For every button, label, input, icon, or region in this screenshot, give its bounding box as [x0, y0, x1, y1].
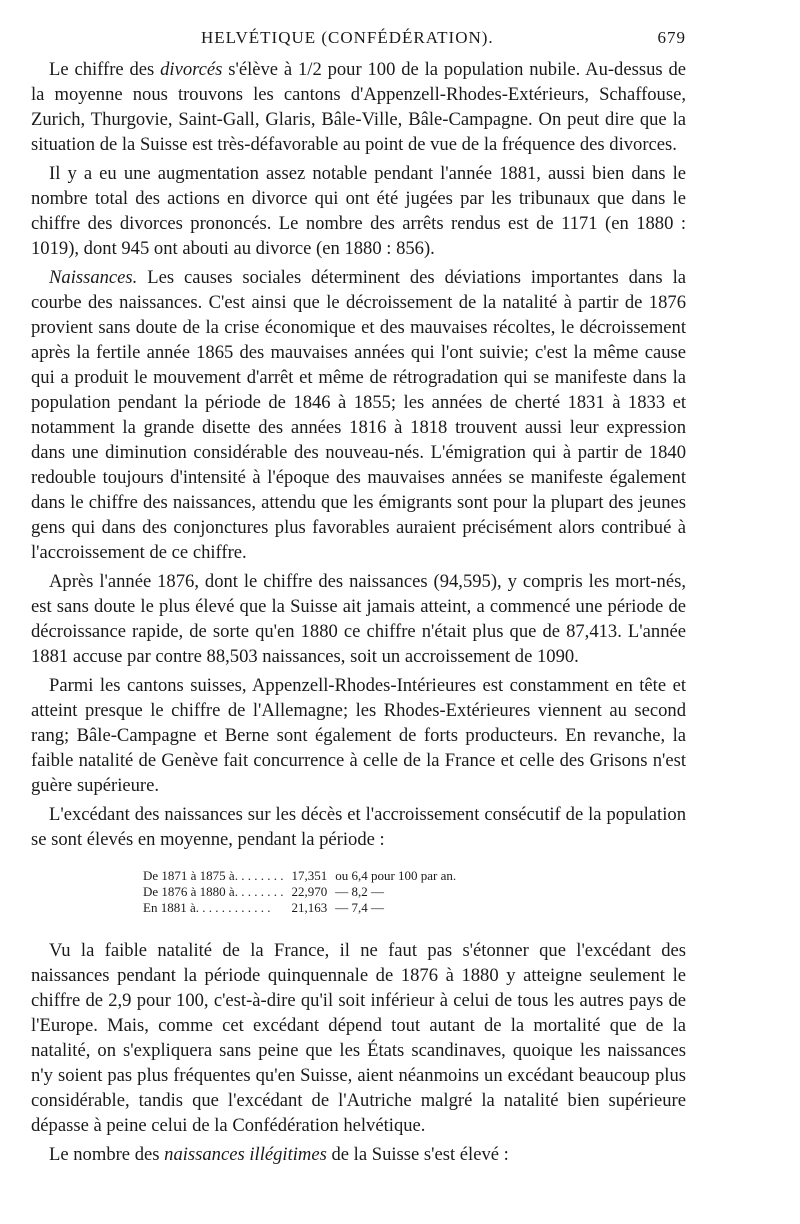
table-rate: — 7,4 — [335, 900, 384, 915]
table-row [139, 884, 460, 900]
paragraph-cantons: Parmi les cantons suisses, Appenzell-Rhodes-Intérieures est constamment en tête et atteint presque le chiffre de l'Allemagne; les Rhodes-Extérieures viennent au second rang; Bâle-Campagne et Berne sont également de forts producteurs. En revanche, la faible natalité de Genève fait concurrence à celle de la France et celle des Grisons n'est guère supérieure. [31, 675, 686, 796]
table-rate: ou 6,4 pour 100 par an. [335, 868, 457, 883]
table-excess: 21,163 [291, 900, 328, 915]
running-header [31, 28, 686, 54]
table-row [139, 900, 460, 916]
term-divorces: divorcés [160, 59, 223, 80]
header-title: HELVÉTIQUE (CONFÉDÉRATION). [201, 28, 494, 47]
table-period: En 1881 à. . . . . . . . . . . . [143, 900, 271, 915]
table-period: De 1871 à 1875 à. . . . . . . . [143, 868, 284, 883]
body-text [31, 57, 686, 1171]
paragraph-after-1876: Après l'année 1876, dont le chiffre des naissances (94,595), y compris les mort-nés, est sans doute le plus élevé que la Suisse ait jamais atteint, a commencé une période de décroissance rapide, de sorte qu'en 1880 ce chiffre n'était plus que de 87,413. L'année 1881 accuse par contre 88,503 naissances, soit un accroissement de 1090. [31, 571, 686, 667]
paragraph-naissances: Naissances. Les causes sociales déterminent des déviations importantes dans la courbe des naissances. C'est ainsi que le décroissement de la natalité à partir de 1876 provient sans doute de la crise économique et des mauvaises récoltes, le décroissement après la fertile année 1865 des mauvaises années qui l'ont suivie; c'est la même cause qui a produit le mouvement d'arrêt et même de rétrogradation qui se manifeste dans la population pendant la période de 1846 à 1855; les années de cherté 1831 à 1833 et notamment la grande disette des années 1816 à 1818 trouvent aussi leur expression dans une diminution considérable des nouveau-nés. L'émigration qui à partir de 1840 redouble toujours d'intensité à l'époque des mauvaises années se manifeste également dans le chiffre des naissances, attendu que les émigrants sont pour la plupart des jeunes gens qui dans des conjonctures plus favorables auraient précisément alors contribué à l'accroissement de ce chiffre. [31, 267, 686, 563]
document-page [31, 0, 686, 1224]
paragraph-divorce-increase: Il y a eu une augmentation assez notable pendant l'année 1881, aussi bien dans le nombre total des actions en divorce qui ont été jugées par les tribunaux que dans le chiffre des divorces prononcés. Le nombre des arrêts rendus est de 1171 (en 1880 : 1019), dont 945 ont abouti au divorce (en 1880 : 856). [31, 163, 686, 259]
paragraph-illegitimes: Le nombre des naissances illégitimes de la Suisse s'est élevé : [49, 1144, 509, 1165]
excess-births-table [139, 868, 460, 916]
table-rate: — 8,2 — [335, 884, 384, 899]
table-excess: 17,351 [291, 868, 328, 883]
paragraph-divorces: Le chiffre des divorcés s'élève à 1/2 pour 100 de la population nubile. Au-dessus de la moyenne nous trouvons les cantons d'Appenzell-Rhodes-Extérieurs, Schaffouse, Zurich, Thurgovie, Saint-Gall, Glaris, Bâle-Ville, Bâle-Campagne. On peut dire que la situation de la Suisse est très-défavorable au point de vue de la fréquence des divorces. [31, 59, 686, 155]
term-naissances-illegitimes: naissances illégitimes [164, 1144, 327, 1165]
paragraph-excedant: L'excédant des naissances sur les décès et l'accroissement consécutif de la population se sont élevés en moyenne, pendant la période : [31, 804, 686, 850]
table-excess: 22,970 [291, 884, 328, 899]
paragraph-france: Vu la faible natalité de la France, il ne faut pas s'étonner que l'excédant des naissances pendant la période quinquennale de 1876 à 1880 y atteigne seulement le chiffre de 2,9 pour 100, c'est-à-dire qu'il soit inférieur à celui de tous les autres pays de l'Europe. Mais, comme cet excédant dépend tout autant de la mortalité que de la natalité, on s'expliquera sans peine que les États scandinaves, quoique les naissances n'y soient pas plus fréquentes qu'en Suisse, aient néanmoins un excédant beaucoup plus considérable, tandis que l'excédant de l'Autriche malgré la natalité bien supérieure dépasse à peine celui de la Confédération helvétique. [31, 940, 686, 1136]
table-period: De 1876 à 1880 à. . . . . . . . [143, 884, 284, 899]
page-number: 679 [657, 28, 686, 47]
section-heading-naissances: Naissances. [49, 267, 138, 288]
table-row [139, 868, 460, 884]
